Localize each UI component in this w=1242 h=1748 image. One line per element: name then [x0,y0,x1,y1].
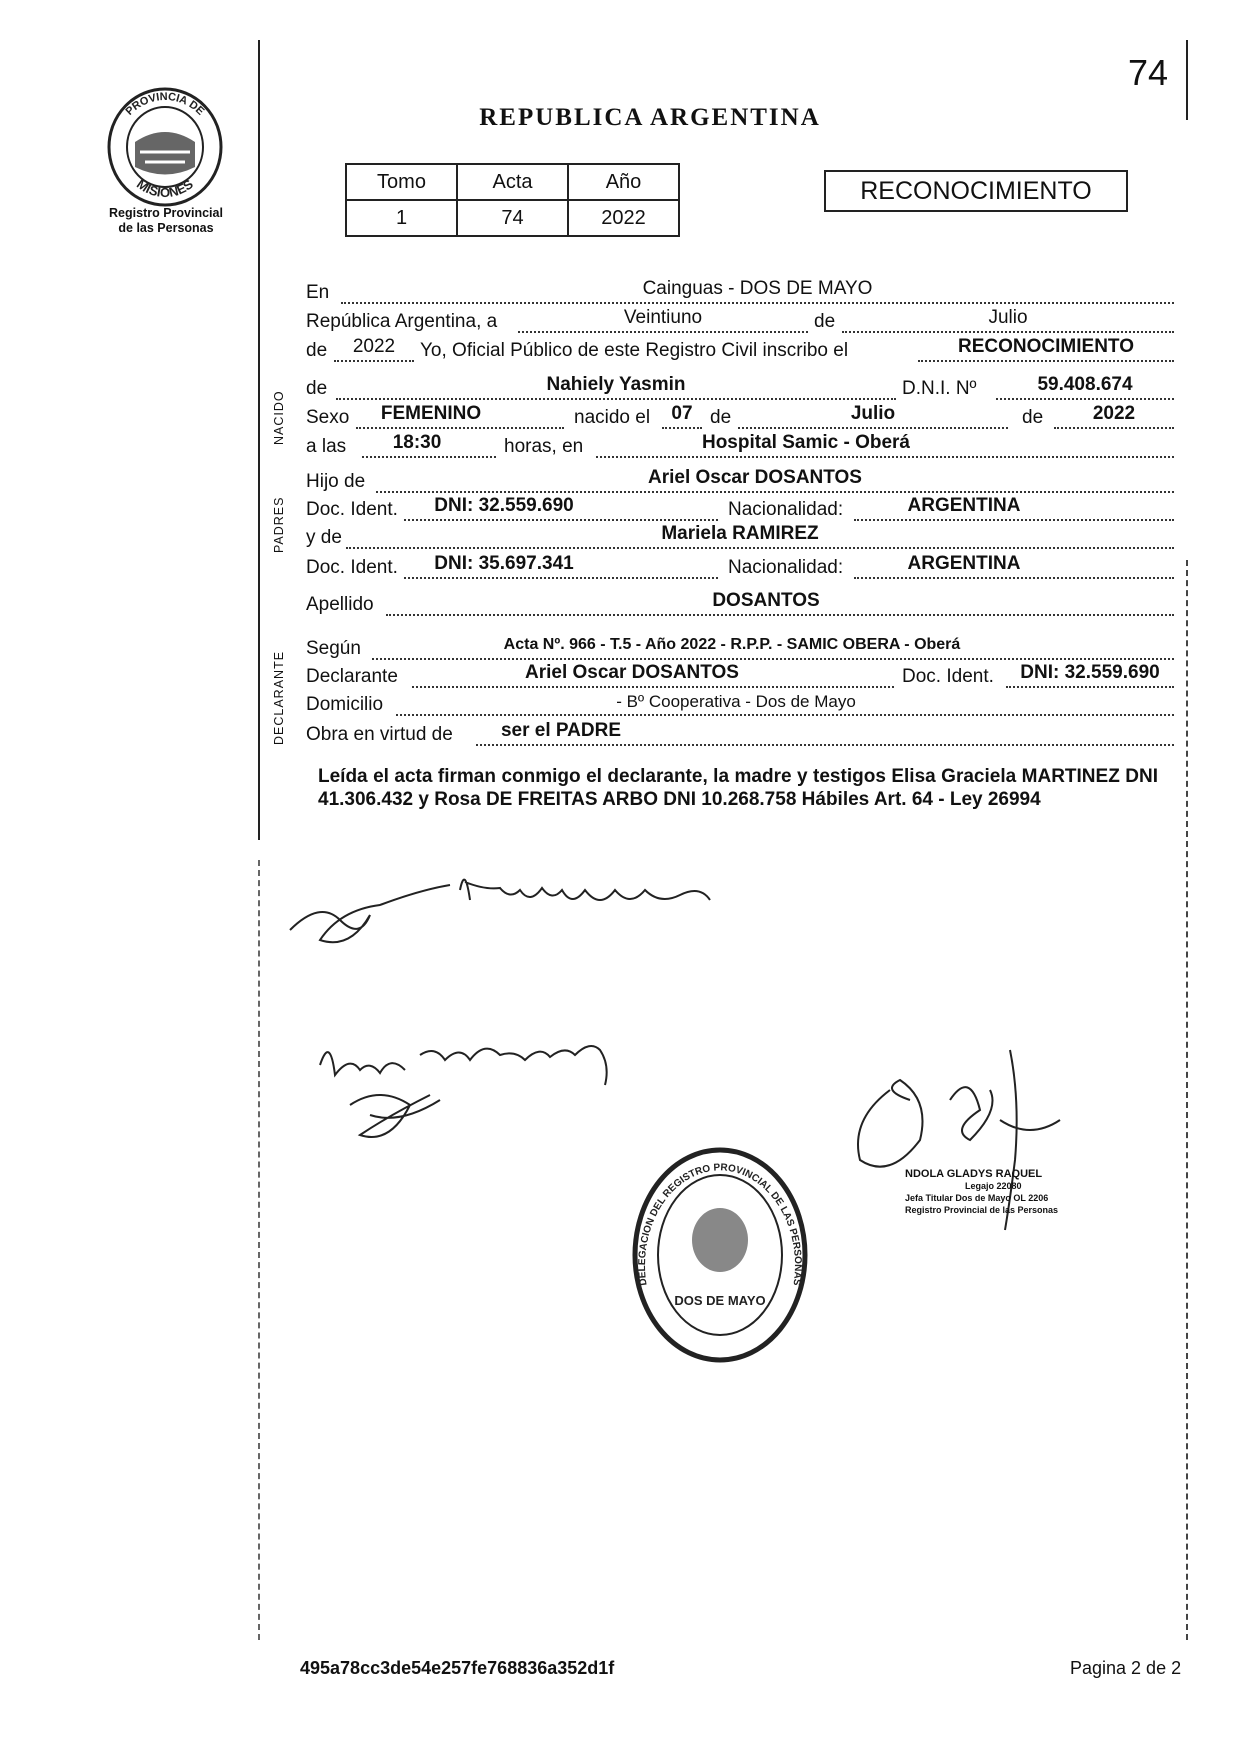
value-padre-doc: DNI: 32.559.690 [434,495,574,516]
value-dia-letras: Veintiuno [623,307,703,328]
label-sexo: Sexo [306,407,350,428]
label-nacido-el: nacido el [574,407,651,428]
value-mes: Julio [988,307,1028,328]
label-dni: D.N.I. Nº [902,378,977,399]
value-segun: Acta Nº. 966 - T.5 - Año 2022 - R.P.P. - SAMIC OBERA - Oberá [503,636,961,653]
value-declarante: Ariel Oscar DOSANTOS [524,662,739,683]
document-hash: 495a78cc3de54e257fe768836a352d1f [300,1658,615,1678]
label-madre-nacionalidad: Nacionalidad: [728,557,844,578]
value-declarante-doc: DNI: 32.559.690 [1020,662,1160,683]
value-padre: Ariel Oscar DOSANTOS [647,467,862,488]
right-margin-line [1186,40,1188,120]
svg-text:PROVINCIA DE [124,91,207,118]
row-nombre [306,376,1174,404]
value-tomo: 1 [346,200,457,236]
label-obra: Obra en virtud de [306,724,453,745]
label-padre-doc: Doc. Ident. [306,499,398,520]
value-padre-nac: ARGENTINA [907,495,1021,516]
row-segun [306,636,1174,664]
value-anio: 2022 [352,336,396,357]
value-sexo: FEMENINO [380,403,482,424]
official-stamp [625,1140,815,1370]
value-acto: RECONOCIMIENTO [958,336,1134,357]
value-dni: 59.408.674 [1037,374,1133,395]
label-de-anio: de [306,340,328,361]
value-madre-nac: ARGENTINA [907,553,1021,574]
register-header-row [346,164,679,200]
official-legajo: Legajo 22080 [965,1181,1022,1191]
side-label-declarante: DECLARANTE [272,650,286,745]
official-registro: Registro Provincial de las Personas [905,1205,1059,1215]
row-hora [306,434,1174,462]
row-padre-doc [306,497,1174,525]
value-madre: Mariela RAMIREZ [661,523,819,544]
value-lugar-nac: Hospital Samic - Oberá [701,432,910,453]
row-obra [306,722,1174,750]
logo-text-bottom: MISIONES [134,176,196,201]
header-tomo: Tomo [346,164,457,200]
header-acta: Acta [457,164,568,200]
logo-caption-line-1: Registro Provincial [109,206,223,220]
page-indicator: Pagina 2 de 2 [1070,1658,1182,1678]
row-acto [306,338,1174,366]
legal-text: Leída el acta firman conmigo el declarante, la madre y testigos Elisa Graciela MARTINEZ DNI 41.306.432 y Rosa DE FREITAS ARBO DNI 10.268.758 Hábiles Art. 64 - Ley 26994 [318,766,1158,810]
row-madre [306,525,1174,553]
label-madre-doc: Doc. Ident. [306,557,398,578]
official-name: NDOLA GLADYS RAQUEL [905,1168,1043,1180]
label-de-nac-mes: de [710,407,732,428]
label-padre-nacionalidad: Nacionalidad: [728,499,844,520]
act-type-box: RECONOCIMIENTO [824,170,1128,212]
row-declarante [306,664,1174,692]
signature-elisa-martinez [310,1025,670,1165]
label-en: En [306,282,330,303]
row-fecha [306,309,1174,337]
value-nombre: Nahiely Yasmin [546,374,686,395]
logo-text-top: PROVINCIA DE [123,90,207,118]
value-hora: 18:30 [392,432,442,453]
value-madre-doc: DNI: 35.697.341 [434,553,574,574]
value-nac-mes: Julio [850,403,896,424]
side-label-nacido: NACIDO [272,390,286,445]
misiones-logo [100,82,230,217]
value-domicilio: - Bº Cooperativa - Dos de Mayo [616,692,856,711]
logo-caption-line-2: de las Personas [118,221,214,235]
label-declarante-doc: Doc. Ident. [902,666,994,687]
row-sexo [306,405,1174,433]
label-y-de: y de [306,527,342,548]
row-domicilio [306,692,1174,720]
row-padre [306,469,1174,497]
logo-caption [96,206,236,236]
row-madre-doc [306,555,1174,583]
stamp-ring-text: DELEGACION DEL REGISTRO PROVINCIAL DE LAS PERSONAS [636,1162,804,1287]
label-de-nac-anio: de [1022,407,1044,428]
value-nac-anio: 2022 [1092,403,1136,424]
label-declarante: Declarante [306,666,398,687]
official-cargo: Jefa Titular Dos de Mayo OL 2206 [905,1193,1049,1203]
row-apellido [306,592,1174,620]
official-signature-block [905,1168,1058,1216]
right-margin-dashes [1186,560,1188,1640]
register-value-row [346,200,679,236]
value-lugar: Cainguas - DOS DE MAYO [642,278,873,299]
value-anio: 2022 [568,200,679,236]
label-hijo-de: Hijo de [306,471,366,492]
row-lugar [306,280,1174,308]
signature-mariela-ramirez [280,860,720,970]
side-label-padres: PADRES [272,496,286,553]
page-number: 74 [1128,52,1169,93]
register-table [345,163,680,237]
label-a-las: a las [306,436,347,457]
svg-text:MISIONES [134,176,196,200]
document-title: REPUBLICA ARGENTINA [479,104,821,131]
left-margin-line [258,40,260,840]
left-margin-dashes [258,860,260,1640]
label-horas-en: horas, en [504,436,584,457]
header-anio: Año [568,164,679,200]
value-apellido: DOSANTOS [712,590,820,611]
value-obra: ser el PADRE [500,720,622,741]
label-de-nombre: de [306,378,328,399]
value-acta: 74 [457,200,568,236]
label-republica: República Argentina, a [306,311,498,332]
label-de-mes: de [814,311,836,332]
label-apellido: Apellido [306,594,374,615]
label-yo: Yo, Oficial Público de este Registro Civil inscribo el [420,340,849,361]
stamp-center-text: DOS DE MAYO [674,1293,766,1308]
label-segun: Según [306,638,361,659]
label-domicilio: Domicilio [306,694,384,715]
value-nac-dia: 07 [671,403,693,424]
